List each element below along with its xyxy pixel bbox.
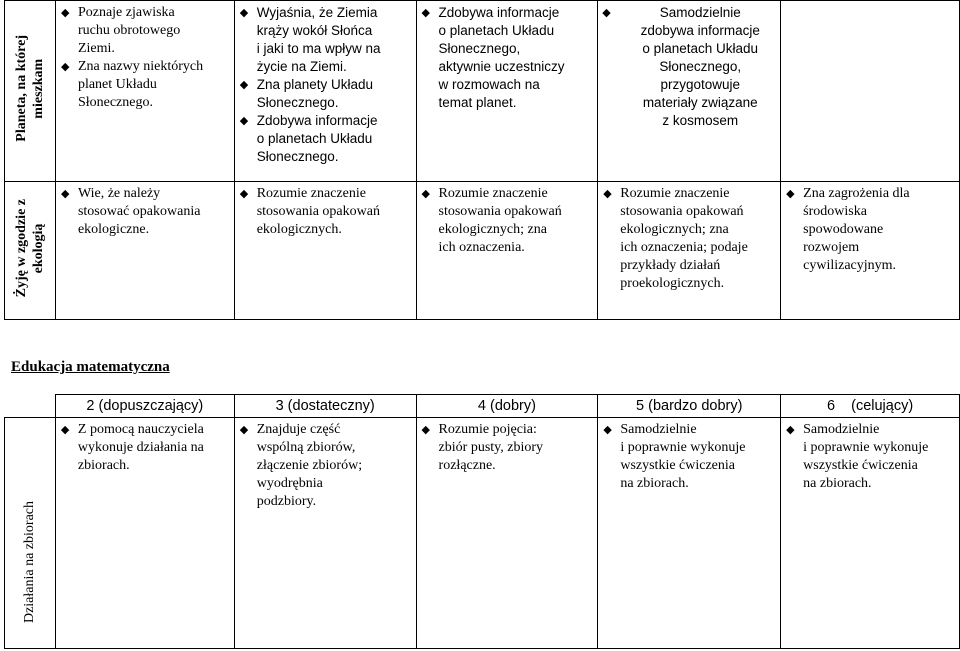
grade-header: 4 (dobry) — [416, 395, 598, 418]
table-math — [4, 394, 960, 649]
criteria-cell — [234, 182, 416, 320]
table-row — [5, 182, 960, 320]
criteria-item: ◆ Rozumie znaczenie stosowania opakowań ekologicznych. — [257, 185, 412, 239]
criteria-cell — [598, 418, 781, 649]
criteria-item: ◆ Zna planety Układu Słonecznego. — [257, 76, 412, 112]
criteria-cell — [781, 418, 960, 649]
criteria-cell — [416, 1, 598, 182]
criteria-item: ◆ Wyjaśnia, że Ziemia krąży wokół Słońca i jaki to ma wpływ na życie na Ziemi. — [257, 4, 412, 76]
criteria-cell — [55, 182, 234, 320]
row-label-cell — [5, 182, 56, 320]
criteria-item: ◆ Zdobywa informacje o planetach Układu Słonecznego. — [257, 112, 412, 166]
criteria-item: ◆ Znajduje część wspólną zbiorów, złączenie zbiorów; wyodrębnia podzbiory. — [257, 421, 412, 511]
criteria-cell — [55, 418, 234, 649]
criteria-cell — [234, 1, 416, 182]
criteria-item: ◆ Rozumie znaczenie stosowania opakowań ekologicznych; zna ich oznaczenia; podaje przykłady działań proekologicznych. — [620, 185, 776, 293]
criteria-item: ◆ Zna zagrożenia dla środowiska spowodowane rozwojem cywilizacyjnym. — [803, 185, 955, 275]
criteria-item: ◆ Zna nazwy niektórych planet Układu Słonecznego. — [78, 58, 230, 112]
criteria-item: ◆ Z pomocą nauczyciela wykonuje działania na zbiorach. — [78, 421, 230, 475]
criteria-item: ◆ Samodzielnie i poprawnie wykonuje wszystkie ćwiczenia na zbiorach. — [620, 421, 776, 493]
header-corner — [5, 395, 56, 418]
criteria-item: ◆ Samodzielnie i poprawnie wykonuje wszystkie ćwiczenia na zbiorach. — [803, 421, 955, 493]
grade-header: 5 (bardzo dobry) — [598, 395, 781, 418]
grade-header: 6 (celujący) — [781, 395, 960, 418]
criteria-item: ◆ Wie, że należy stosować opakowania ekologiczne. — [78, 185, 230, 239]
criteria-cell — [781, 182, 960, 320]
table-planets-ecology — [4, 0, 960, 320]
criteria-cell — [598, 182, 781, 320]
row-label-cell — [5, 1, 56, 182]
row-label: Planeta, na której mieszkam — [13, 35, 46, 142]
grade-header: 3 (dostateczny) — [234, 395, 416, 418]
criteria-cell — [598, 1, 781, 182]
criteria-cell-empty — [781, 1, 960, 182]
criteria-cell — [416, 182, 598, 320]
row-label: Działania na zbiorach — [22, 500, 38, 623]
row-label-cell — [5, 418, 56, 649]
criteria-item: ◆ Poznaje zjawiska ruchu obrotowego Ziemi. — [78, 4, 230, 58]
criteria-item: ◆ Samodzielnie zdobywa informacje o planetach Układu Słonecznego, przygotowuje materiały związane z kosmosem — [624, 4, 776, 130]
criteria-cell — [55, 1, 234, 182]
grade-header-row — [5, 395, 960, 418]
grade-header: 2 (dopuszczający) — [55, 395, 234, 418]
criteria-item: ◆ Rozumie pojęcia: zbiór pusty, zbiory rozłączne. — [439, 421, 594, 475]
table-row — [5, 418, 960, 649]
section-title: Edukacja matematyczna — [11, 359, 170, 375]
row-label: Żyję w zgodzie z ekologią — [13, 198, 46, 298]
table-row — [5, 1, 960, 182]
criteria-cell — [234, 418, 416, 649]
criteria-item: ◆ Rozumie znaczenie stosowania opakowań ekologicznych; zna ich oznaczenia. — [439, 185, 594, 257]
criteria-cell — [416, 418, 598, 649]
criteria-item: ◆ Zdobywa informacje o planetach Układu Słonecznego, aktywnie uczestniczy w rozmowach na temat planet. — [439, 4, 594, 112]
